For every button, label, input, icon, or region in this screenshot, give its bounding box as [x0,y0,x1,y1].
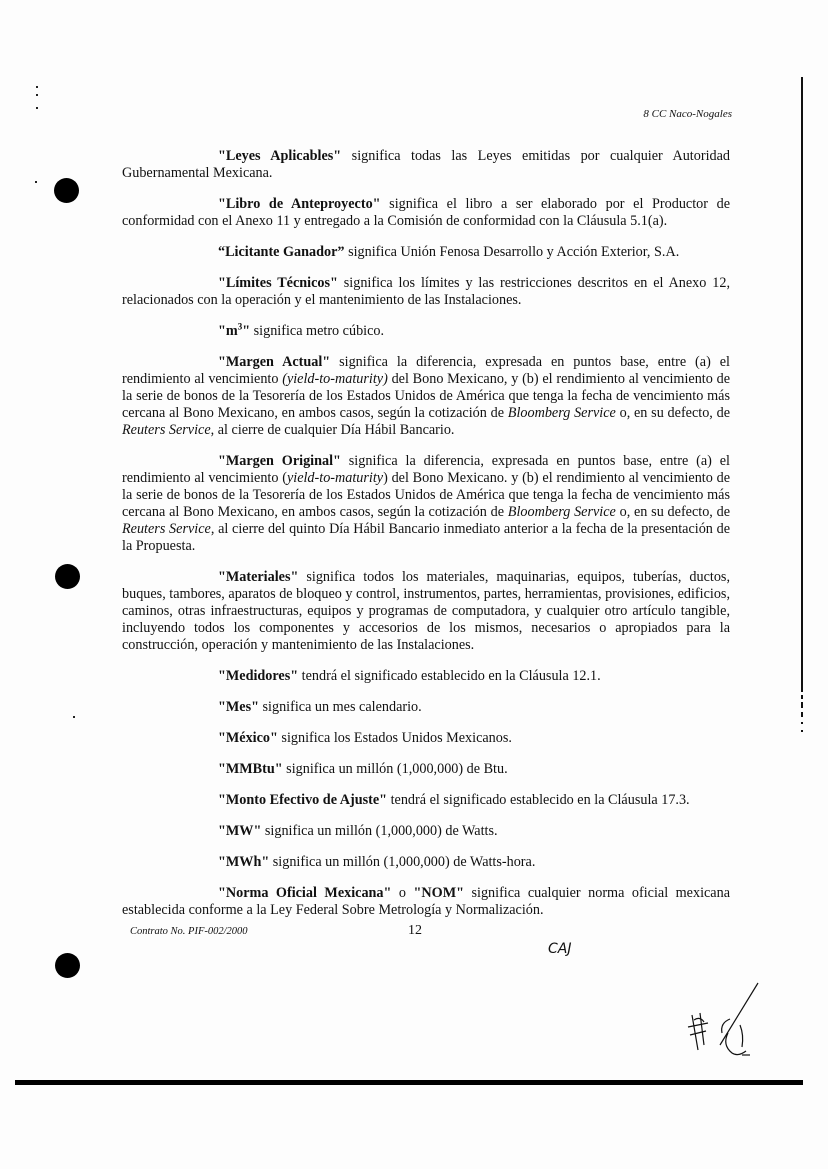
definition-text: del Bono Mexicano, y (b) el rendimiento al vencimiento de la serie de bonos de la Tesorería de los Estados Unidos de América que tenga la fecha de vencimiento más cercana al Bono Mexicano, en ambos casos, según la cotización de [122,371,730,421]
contract-number: Contrato No. PIF-002/2000 [130,926,248,937]
definition-text: o, en su defecto, de [615,504,731,520]
definition-text: tendrá el significado establecido en la Cláusula 17.3. [387,792,690,808]
scan-speck [36,94,38,96]
signature-stroke [694,1018,704,1022]
hole-punch-bottom [55,953,80,978]
signature-stroke [688,1023,708,1027]
definition-text: tendrá el significado establecido en la Cláusula 12.1. [298,668,601,684]
definition-monto-efectivo-de-ajuste [122,792,730,809]
definition-mw [122,823,730,840]
right-margin-dash [801,712,803,717]
document-header-reference: 8 CC Naco-Nogales [643,108,732,120]
definition-text: significa un mes calendario. [258,699,422,715]
definition-text: significa un millón (1,000,000) de Btu. [282,761,508,777]
definition-text: significa la diferencia, expresada en puntos base, entre (a) el rendimiento al vencimiento [122,354,730,387]
definition-term: “Licitante Ganador” [218,244,345,260]
definition-text: o [391,885,414,901]
definition-italic: (yield-to-maturity) [282,371,388,387]
page-footer [122,923,730,963]
page-content [122,148,730,963]
definition-italic: Reuters Service [122,521,211,537]
definition-text: o, en su defecto, de [615,405,731,421]
definition-text: significa metro cúbico. [250,323,385,339]
handwritten-signature-icon [680,975,760,1065]
definition-text: significa cualquier norma oficial mexicana establecida conforme a la Ley Federal Sobre Metrología y Normalización. [122,885,730,918]
definition-term: "Margen Actual" [218,354,331,370]
hole-punch-middle [55,564,80,589]
definition-text: , al cierre del quinto Día Hábil Bancario inmediato anterior a la fecha de la presentación de la Propuesta. [122,521,730,554]
definition-term: "Límites Técnicos" [218,275,338,291]
definition-term: "Monto Efectivo de Ajuste" [218,792,388,808]
definition-term: "Medidores" [218,668,299,684]
right-margin-dash [801,730,803,732]
definitions-body [122,148,730,919]
definition-text: significa todos los materiales, maquinarias, equipos, tuberías, ductos, buques, tambores, aparatos de bloqueo y control, instrumentos, partes, herramientas, provisiones, edificios, caminos, otras infraestructuras, equipos y programas de computadora, y cualquier otro artículo tangible, incluyendo todos los componentes y accesorios de los mismos, necesarios o apropiados para la construcción, operación y mantenimiento de las Instalaciones. [122,569,730,653]
definition-text: significa la diferencia, expresada en puntos base, entre (a) el rendimiento al vencimiento ( [122,453,730,486]
definition-term: "Leyes Aplicables" [218,148,342,164]
definition-term: "MMBtu" [218,761,283,777]
right-margin-dash [801,722,803,724]
right-margin-rule [801,77,803,692]
scan-speck [35,181,37,183]
scan-speck [36,107,38,109]
definition-libro-de-anteproyecto [122,196,730,230]
definition-norma-oficial-mexicana [122,885,730,919]
page-number: 12 [408,923,422,938]
definition-materiales [122,569,730,654]
definition-limites-tecnicos [122,275,730,309]
definition-text: significa los límites y las restricciones descritos en el Anexo 12, relacionados con la operación y el mantenimiento de las Instalaciones. [122,275,730,308]
definition-italic: Bloomberg Service [507,405,616,421]
definition-term: "MW" [218,823,262,839]
definition-italic: Bloomberg Service [507,504,616,520]
definition-term [218,323,250,339]
hole-punch-top [54,178,79,203]
definition-italic: yield-to-maturity [286,470,384,486]
definition-term: "Norma Oficial Mexicana" [218,885,392,901]
definition-term: "Libro de Anteproyecto" [218,196,381,212]
definition-term: "MWh" [218,854,270,870]
term-text: "m [218,323,238,339]
definition-term: "México" [218,730,278,746]
definition-mes [122,699,730,716]
definition-text: significa un millón (1,000,000) de Watts. [261,823,498,839]
definition-text: significa un millón (1,000,000) de Watts-hora. [269,854,536,870]
scan-speck [36,86,38,88]
definition-term: "Mes" [218,699,259,715]
definition-medidores [122,668,730,685]
definition-mexico [122,730,730,747]
signature-stroke [740,1025,743,1047]
signature-stroke [690,1031,706,1035]
definition-licitante-ganador [122,244,730,261]
superscript: 3 [237,321,243,332]
definition-term: "Margen Original" [218,453,341,469]
right-margin-dash [801,695,803,699]
definition-text: ) del Bono Mexicano. y (b) el rendimiento al vencimiento de la serie de bonos de la Tesorería de los Estados Unidos de América que tenga la fecha de vencimiento más cercana al Bono Mexicano, en ambos casos, según la cotización de [122,470,731,520]
definition-metro-cubico [122,323,730,340]
definition-text: significa el libro a ser elaborado por el Productor de conformidad con el Anexo 11 y entregado a la Comisión de conformidad con la Cláusula 5.1(a). [122,196,731,229]
definition-margen-original [122,453,730,555]
right-margin-dash [801,702,803,708]
signature-stroke [720,983,758,1045]
definition-margen-actual [122,354,730,439]
definition-text: , al cierre de cualquier Día Hábil Bancario. [210,422,455,438]
definition-mmbtu [122,761,730,778]
definition-term: "Materiales" [218,569,299,585]
scan-speck [73,716,75,718]
definition-mwh [122,854,730,871]
definition-italic: Reuters Service [122,422,211,438]
term-quote: " [242,323,251,339]
definition-term-abbrev: "NOM" [413,885,464,901]
bottom-scan-border [15,1080,803,1085]
definition-text: significa los Estados Unidos Mexicanos. [277,730,512,746]
signature-stroke [692,1015,698,1050]
signature-stroke [700,1013,704,1045]
handwritten-initials: CAJ [548,941,572,957]
definition-text: significa todas las Leyes emitidas por cualquier Autoridad Gubernamental Mexicana. [122,148,730,181]
definition-text: significa Unión Fenosa Desarrollo y Acción Exterior, S.A. [344,244,680,260]
definition-leyes-aplicables [122,148,730,182]
